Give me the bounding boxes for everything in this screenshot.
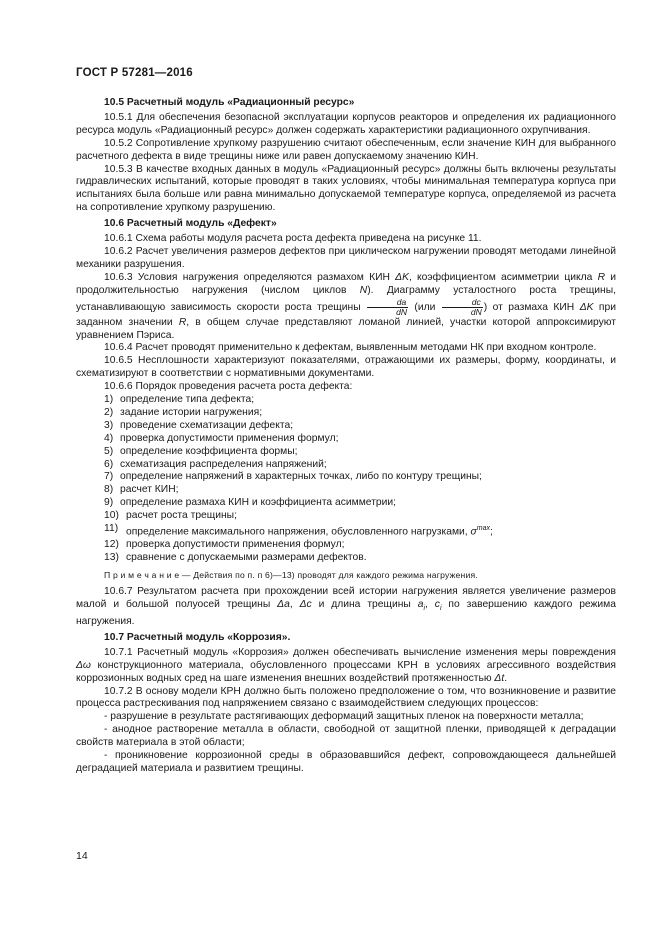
symbol-c: c — [434, 599, 440, 611]
list-item — [76, 394, 616, 407]
paragraph-10-5-1: 10.5.1 Для обеспечения безопасной эксплуатации корпусов реакторов и определения их радиационного ресурса модуль «Радиационный ресурс» должен содержать характеристики радиационного охрупчивания. — [76, 111, 616, 136]
list-item-number: 10) — [104, 510, 119, 522]
list-item — [76, 539, 616, 552]
text-run: 10.6.7 Результатом расчета при прохождении всей истории нагружения является увеличение размеров малой и большой полуосей трещины — [76, 586, 616, 611]
fraction-denominator: dN — [396, 306, 407, 317]
paragraph-10-6-7 — [76, 586, 616, 629]
list-item — [76, 446, 616, 459]
list-item-text: определение размаха КИН и коэффициента асимметрии; — [120, 497, 396, 509]
list-item-number: 4) — [104, 432, 114, 444]
text-run: 10.6.3 Условия нагружения определяются размахом КИН — [104, 271, 396, 283]
symbol-r: R — [178, 316, 187, 328]
list-item-number: 12) — [104, 539, 119, 551]
symbol-delta-k: ΔK — [395, 271, 409, 283]
list-item-text: сравнение с допускаемыми размерами дефектов. — [126, 552, 367, 564]
list-item — [76, 484, 616, 497]
list-item — [76, 459, 616, 472]
paragraph-10-6-1: 10.6.1 Схема работы модуля расчета роста дефекта приведена на рисунке 11. — [104, 233, 482, 245]
fraction-denominator: dN — [470, 306, 482, 317]
paragraph-10-7-2: 10.7.2 В основу модели КРН должно быть положено предположение о том, что возникновение и развитие процесса растрескивания под напряжением связано с взаимодействием следующих процессов: — [76, 685, 616, 710]
list-item-text: расчет КИН; — [120, 484, 179, 496]
list-item — [76, 523, 616, 539]
list-item-number: 8) — [104, 484, 114, 496]
text-run: 10.7.1 Расчетный модуль «Коррозия» должен обеспечивать вычисление изменения меры повреждения — [104, 646, 616, 658]
list-item — [76, 497, 616, 510]
paragraph-10-7-1 — [76, 647, 616, 686]
paragraph-10-6-5: 10.6.5 Несплошности характеризуют показателями, отражающими их размеры, форму, координаты, и схематизируют в соответствии с нормативными документами. — [76, 355, 616, 380]
list-item — [76, 433, 616, 446]
fraction-da-dn — [367, 298, 408, 317]
list-item-text: схематизация распределения напряжений; — [120, 458, 327, 470]
document-header: ГОСТ Р 57281—2016 — [76, 67, 193, 79]
paragraph-10-6-6: 10.6.6 Порядок проведения расчета роста дефекта: — [104, 381, 353, 393]
fraction-numerator: da — [367, 298, 408, 308]
text-run: и продолжительностью нагружения (числом циклов — [76, 271, 616, 296]
fraction-dc-dn — [442, 298, 483, 317]
symbol-delta-c: Δc — [299, 599, 312, 611]
list-item-number: 2) — [104, 406, 114, 418]
text-run: при заданном значении — [76, 301, 616, 328]
list-item-number: 3) — [104, 419, 114, 431]
list-item-number: 11) — [104, 523, 119, 535]
list-item-text: определение максимального напряжения, обусловленного нагрузками, — [126, 526, 471, 538]
text-run: по завершению каждого режима нагружения. — [76, 599, 616, 627]
paragraph-10-6-3 — [76, 272, 616, 343]
subscript-i: i — [423, 605, 426, 613]
subscript-i: i — [439, 605, 442, 613]
superscript-max: max — [476, 525, 490, 533]
list-item-text: проведение схематизации дефекта; — [120, 419, 294, 431]
symbol-a: a — [417, 599, 424, 611]
list-item-number: 1) — [104, 394, 114, 406]
bullet-item: - проникновение коррозионной среды в образовавшийся дефект, сопровождающееся дальнейшей деградацией материала и развитием трещины. — [76, 750, 616, 774]
note: П р и м е ч а н и е — Действия по п. п 6)—13) проводят для каждого режима нагружения. — [104, 570, 478, 581]
section-10-5-heading: 10.5 Расчетный модуль «Радиационный ресурс» — [104, 97, 355, 108]
section-10-6-heading: 10.6 Расчетный модуль «Дефект» — [104, 218, 277, 230]
text-run: (или — [408, 301, 441, 313]
list-item — [76, 552, 616, 565]
list-item-number: 13) — [104, 552, 119, 564]
list-item-number: 7) — [104, 471, 114, 483]
symbol-delta-omega: Δω — [76, 659, 91, 671]
list-item — [76, 510, 616, 523]
page-number: 14 — [76, 850, 88, 862]
symbol-delta-a: Δa — [277, 599, 290, 611]
text-run: ) от размаха КИН — [483, 301, 580, 313]
list-item-text: определение коэффициента формы; — [120, 445, 298, 457]
symbol-sigma: σ — [470, 526, 477, 538]
text-run: конструкционного материала, обусловленного процессами КРН в условиях агрессивного воздействия коррозионных водных сред на шаге изменения внешних воздействий протяженностью — [76, 659, 616, 684]
list-item-text: определение типа дефекта; — [120, 394, 255, 406]
symbol-n: N — [359, 284, 368, 296]
list-item-text: определение напряжений в характерных точках, либо по контуру трещины; — [120, 471, 482, 483]
procedure-list — [76, 394, 616, 565]
text-run: , — [289, 599, 300, 611]
symbol-delta-t: Δt — [494, 672, 505, 684]
paragraph-10-6-2: 10.6.2 Расчет увеличения размеров дефектов при циклическом нагружении проводят методами линейной механики разрушения. — [76, 245, 616, 270]
text-run: , в общем случае представляют ломаной линией, участки которой аппроксимируют уравнением Пэриса. — [76, 316, 616, 341]
list-item-number: 9) — [104, 497, 114, 509]
bullet-item: - разрушение в результате растягивающих деформаций защитных пленок на поверхности металла; — [104, 711, 584, 723]
list-item-text: расчет роста трещины; — [126, 510, 237, 522]
list-item-text: проверка допустимости применения формул; — [120, 432, 339, 444]
text-run: , — [425, 599, 435, 611]
symbol-r: R — [597, 271, 606, 283]
bullet-item: - анодное растворение металла в области, свободной от защитной пленки, приводящей к деградации свойств материала в этой области; — [76, 724, 616, 749]
list-item — [76, 407, 616, 420]
list-item — [76, 471, 616, 484]
list-item-number: 6) — [104, 458, 114, 470]
symbol-delta-k: ΔK — [579, 301, 594, 313]
fraction-numerator: dc — [442, 298, 483, 308]
paragraph-10-5-2: 10.5.2 Сопротивление хрупкому разрушению считают обеспеченным, если значение КИН для выбранного расчетного дефекта в виде трещины ниже или равен допускаемому значению КИН. — [76, 137, 616, 162]
page-body — [76, 94, 616, 776]
list-item-text: проверка допустимости применения формул; — [126, 539, 345, 551]
section-10-7-heading: 10.7 Расчетный модуль «Коррозия». — [104, 631, 291, 643]
paragraph-10-6-4: 10.6.4 Расчет проводят применительно к дефектам, выявленным методами НК при входном контроле. — [104, 342, 597, 354]
text-run: . — [504, 672, 508, 684]
text-run: ). Диаграмму усталостного роста трещины, устанавливающую зависимость скорости роста трещины — [76, 284, 616, 313]
list-item — [76, 420, 616, 433]
text-run: , коэффициентом асимметрии цикла — [408, 271, 598, 283]
list-item-text: задание истории нагружения; — [120, 406, 263, 418]
text-run: ; — [489, 526, 493, 538]
paragraph-10-5-3: 10.5.3 В качестве входных данных в модуль «Радиационный ресурс» должны быть включены результаты гидравлических испытаний, которые проводят в таких условиях, чтобы минимальная температура корпуса при испытаниях была больше или равна минимально допускаемой температуре корпуса, определяемой из расчета на сопротивление хрупкому разрушению. — [76, 163, 616, 214]
list-item-number: 5) — [104, 445, 114, 457]
text-run: и длина трещины — [311, 599, 418, 611]
